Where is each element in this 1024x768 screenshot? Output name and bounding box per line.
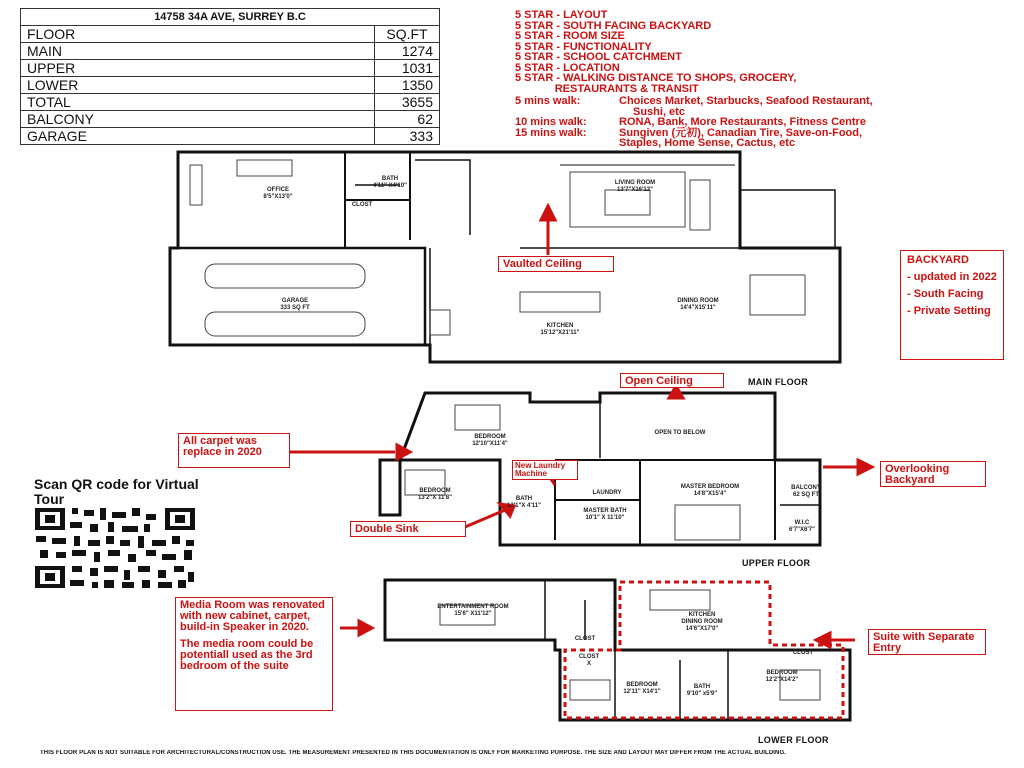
room-bath-main: BATH 4'11" X4'10" <box>373 176 407 189</box>
table-title: 14758 34A AVE, SURREY B.C <box>21 9 440 26</box>
walk-line: RONA, Bank, More Restaurants, Fitness Centre <box>619 116 866 128</box>
feature-item: 5 STAR - ROOM SIZE <box>515 30 625 42</box>
room-garage: GARAGE 333 SQ FT <box>280 298 310 311</box>
disclaimer: THIS FLOOR PLAN IS NOT SUITABLE FOR ARCHITECTURAL/CONSTRUCTION USE. THE MEASUREMENT PRESENTED IN THIS DOCUMENTATION IS ONLY FOR MARKETING PURPOSE. THE SIZE AND LAYOUT MAY DIFFER FROM THE ACTUAL BUILDING. <box>40 750 786 756</box>
callout-open-ceiling: Open Ceiling <box>620 373 724 388</box>
floor-name: BALCONY <box>21 111 375 128</box>
room-laundry: LAUNDRY <box>592 490 622 496</box>
feature-item: 5 STAR - FUNCTIONALITY <box>515 40 652 53</box>
callout-overlooking: Overlooking Backyard <box>880 461 986 487</box>
room-clost-lower-2: CLOST X <box>578 654 600 667</box>
room-wic: W.I.C 6'7"X6'7" <box>789 520 815 533</box>
feature-item: 5 STAR - SOUTH FACING BACKYARD <box>515 19 712 32</box>
feature-item: 5 STAR - LOCATION <box>515 61 620 74</box>
upper-floor-label: UPPER FLOOR <box>742 558 811 568</box>
backyard-title: BACKYARD <box>907 254 969 266</box>
backyard-item: - updated in 2022 <box>907 271 997 283</box>
room-clost-main: CLOST <box>351 202 373 208</box>
room-bath-upper: BATH 12'1"X 4'11" <box>507 496 541 509</box>
room-entertainment: ENTERTAINMENT ROOM 15'6" X11'12" <box>437 604 509 617</box>
room-bedroom-upper-2: BEDROOM 13'2"X 11'8" <box>418 488 452 501</box>
floor-sqft: 1031 <box>375 60 440 77</box>
floor-name: LOWER <box>21 77 375 94</box>
lower-floor-label: LOWER FLOOR <box>758 735 829 745</box>
room-master-bath: MASTER BATH 10'1" X 11'10" <box>583 508 627 521</box>
room-kitchen-dining-lower: KITCHEN DINING ROOM 14'6"X17'0" <box>681 612 723 632</box>
room-open-below: OPEN TO BELOW <box>654 430 706 436</box>
room-master-bedroom: MASTER BEDROOM 14'8"X15'4" <box>680 484 740 497</box>
callout-double-sink: Double Sink <box>350 521 466 537</box>
room-dining: DINING ROOM 14'4"X15'11" <box>677 298 719 311</box>
callout-laundry: New Laundry Machine <box>512 460 578 480</box>
backyard-item: - South Facing <box>907 288 984 300</box>
callout-suite: Suite with Separate Entry <box>868 629 986 655</box>
walk-label: 5 mins walk: <box>515 95 581 107</box>
feature-item: 5 STAR - LAYOUT <box>515 9 608 21</box>
backyard-item: - Private Setting <box>907 305 991 317</box>
room-bedroom-lower-1: BEDROOM 12'11" X14'1" <box>623 682 661 695</box>
room-office: OFFICE 8'5"X13'0" <box>263 187 293 200</box>
room-kitchen: KITCHEN 15'12"X21'11" <box>540 323 580 336</box>
feature-item: 5 STAR - SCHOOL CATCHMENT <box>515 51 682 63</box>
room-clost-lower-3: CLOST <box>792 650 814 656</box>
room-clost-lower: CLOST <box>574 636 596 642</box>
feature-item: RESTAURANTS & TRANSIT <box>515 82 699 95</box>
callout-carpet: All carpet was replace in 2020 <box>178 433 290 468</box>
floor-sqft: 1350 <box>375 77 440 94</box>
walk-line: Choices Market, Starbucks, Seafood Restaurant, <box>619 95 873 107</box>
main-floor-label: MAIN FLOOR <box>748 377 808 387</box>
room-bedroom-upper-1: BEDROOM 12'10"X11'4" <box>472 434 508 447</box>
floor-name: MAIN <box>21 43 375 60</box>
walk-line: Sushi, etc <box>633 105 685 118</box>
qr-code <box>35 508 195 588</box>
walk-line: Sungiven (元初), Canadian Tire, Save-on-Food, <box>619 126 863 139</box>
room-bedroom-lower-2: BEDROOM 12'2"X14'2" <box>765 670 799 683</box>
callout-media-room <box>175 597 333 711</box>
room-bath-lower: BATH 9'10" x5'9" <box>686 684 718 697</box>
walk-line: Staples, Home Sense, Cactus, etc <box>619 137 796 149</box>
floor-name: GARAGE <box>21 128 375 145</box>
media-room-potential: The media room could be potentiall used as the 3rd bedroom of the suite <box>180 638 314 672</box>
room-balcony: BALCONY 62 SQ FT <box>791 485 821 498</box>
header-sqft: SQ.FT <box>375 26 440 43</box>
backyard-box <box>900 250 1004 360</box>
floor-sqft: 62 <box>375 111 440 128</box>
room-living: LIVING ROOM 13'7"X16'12" <box>614 180 656 193</box>
feature-item: 5 STAR - WALKING DISTANCE TO SHOPS, GROCERY, <box>515 72 797 84</box>
walk-label: 10 mins walk: <box>515 116 587 128</box>
media-room-note: Media Room was renovated with new cabinet, carpet, build-in Speaker in 2020. <box>180 599 325 633</box>
floor-sqft: 1274 <box>375 43 440 60</box>
qr-caption: Scan QR code for Virtual Tour <box>34 476 199 507</box>
callout-vaulted-ceiling: Vaulted Ceiling <box>498 256 614 272</box>
floor-name: TOTAL <box>21 94 375 111</box>
floor-sqft: 333 <box>375 128 440 145</box>
floor-name: UPPER <box>21 60 375 77</box>
walk-label: 15 mins walk: <box>515 126 587 139</box>
garage-walls <box>170 248 425 345</box>
header-floor: FLOOR <box>21 26 375 43</box>
floor-sqft: 3655 <box>375 94 440 111</box>
